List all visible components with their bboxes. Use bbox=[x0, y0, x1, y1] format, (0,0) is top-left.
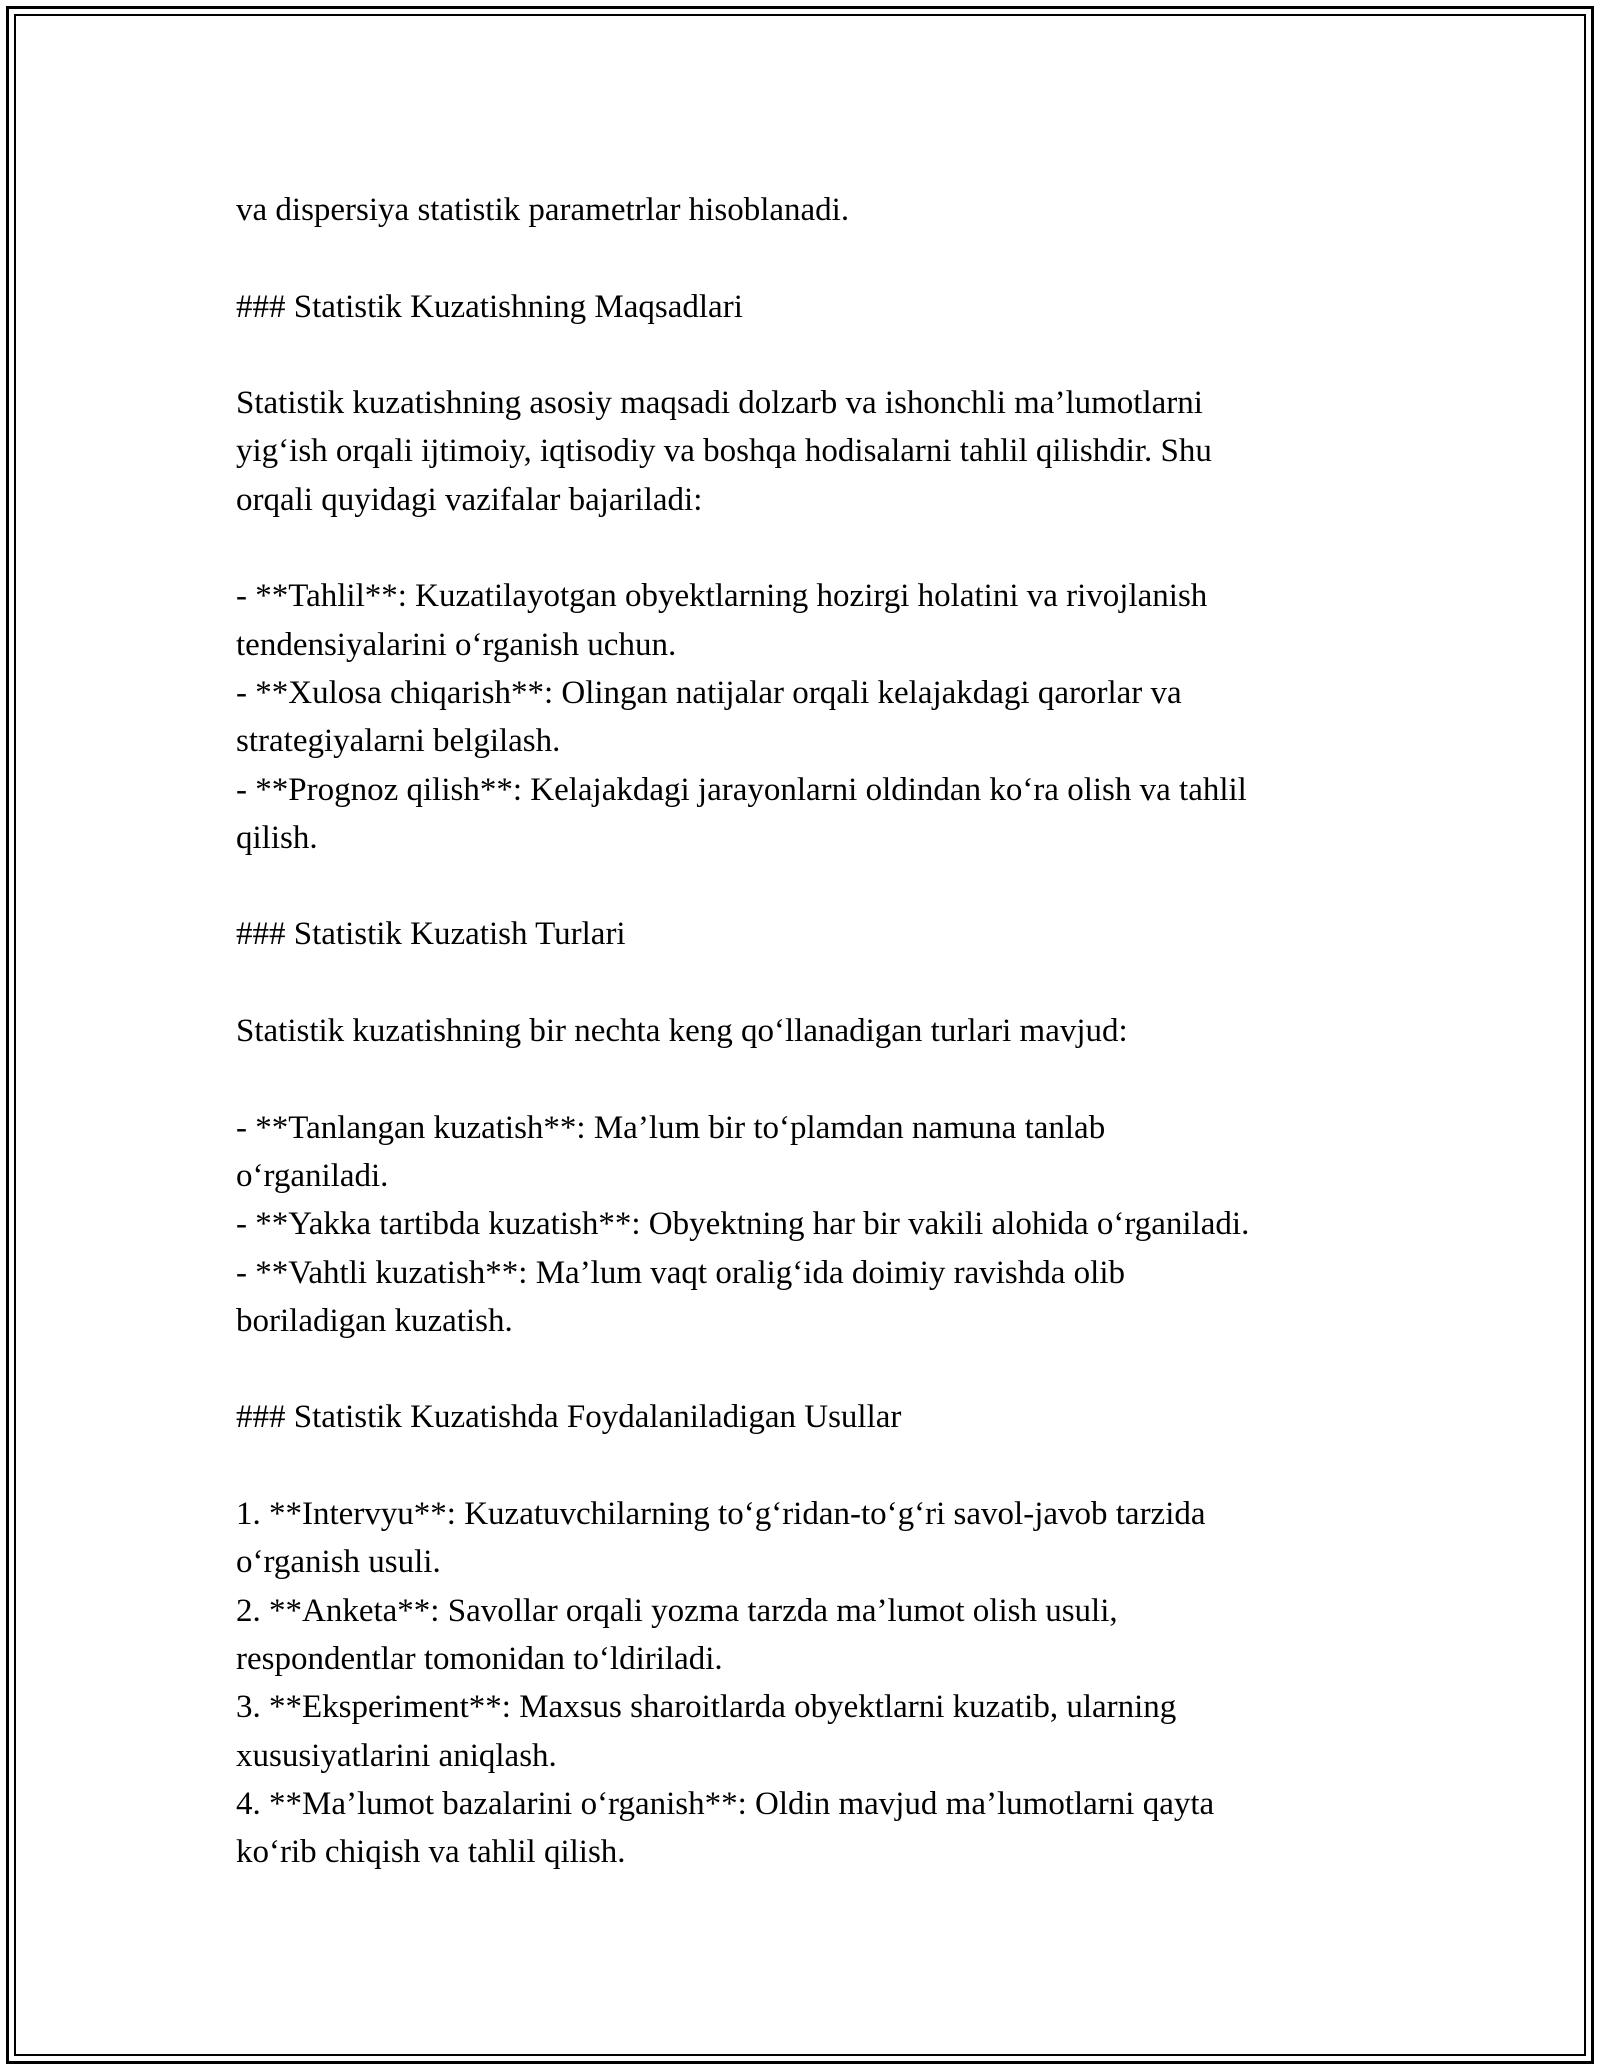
section-heading: ### Statistik Kuzatishning Maqsadlari bbox=[236, 288, 743, 325]
list-item-line: strategiyalarni belgilash. bbox=[236, 723, 561, 760]
list-item-line: qilish. bbox=[236, 819, 318, 856]
numbered-item-line: 2. **Anketa**: Savollar orqali yozma tarzda ma’lumot olish usuli, bbox=[236, 1592, 1118, 1629]
blank-line bbox=[236, 959, 1386, 1007]
text-line: Statistik kuzatishning asosiy maqsadi dolzarb va ishonchli ma’lumotlarni bbox=[236, 385, 1203, 422]
numbered-item-line: ko‘rib chiqish va tahlil qilish. bbox=[236, 1834, 626, 1871]
blank-line bbox=[236, 524, 1386, 572]
document-body bbox=[236, 186, 1386, 1876]
list-item-line: - **Vahtli kuzatish**: Ma’lum vaqt oralig‘ida doimiy ravishda olib bbox=[236, 1254, 1126, 1291]
numbered-item-line: 4. **Ma’lumot bazalarini o‘rganish**: Oldin mavjud ma’lumotlarni qayta bbox=[236, 1785, 1215, 1822]
numbered-item-line: 1. **Intervyu**: Kuzatuvchilarning to‘g‘ridan-to‘g‘ri savol-javob tarzida bbox=[236, 1496, 1206, 1533]
blank-line bbox=[236, 862, 1386, 910]
section-heading: ### Statistik Kuzatish Turlari bbox=[236, 916, 626, 953]
text-line: orqali quyidagi vazifalar bajariladi: bbox=[236, 481, 703, 518]
list-item-line: - **Prognoz qilish**: Kelajakdagi jarayonlarni oldindan ko‘ra olish va tahlil bbox=[236, 771, 1247, 808]
blank-line bbox=[236, 1442, 1386, 1490]
text-line: yig‘ish orqali ijtimoiy, iqtisodiy va boshqa hodisalarni tahlil qilishdir. Shu bbox=[236, 433, 1212, 470]
blank-line bbox=[236, 331, 1386, 379]
list-item-line: - **Tahlil**: Kuzatilayotgan obyektlarning hozirgi holatini va rivojlanish bbox=[236, 578, 1208, 615]
section-heading: ### Statistik Kuzatishda Foydalaniladigan Usullar bbox=[236, 1399, 902, 1436]
blank-line bbox=[236, 1055, 1386, 1103]
numbered-item-line: 3. **Eksperiment**: Maxsus sharoitlarda obyektlarni kuzatib, ularning bbox=[236, 1689, 1177, 1726]
list-item-line: - **Xulosa chiqarish**: Olingan natijalar orqali kelajakdagi qarorlar va bbox=[236, 674, 1182, 711]
list-item-line: o‘rganiladi. bbox=[236, 1157, 389, 1194]
numbered-item-line: respondentlar tomonidan to‘ldiriladi. bbox=[236, 1640, 723, 1677]
list-item-line: - **Tanlangan kuzatish**: Ma’lum bir to‘plamdan namuna tanlab bbox=[236, 1109, 1106, 1146]
numbered-item-line: o‘rganish usuli. bbox=[236, 1544, 441, 1581]
text-line: Statistik kuzatishning bir nechta keng qo‘llanadigan turlari mavjud: bbox=[236, 1013, 1128, 1050]
list-item-line: tendensiyalarini o‘rganish uchun. bbox=[236, 626, 677, 663]
blank-line bbox=[236, 234, 1386, 282]
list-item-line: - **Yakka tartibda kuzatish**: Obyektning har bir vakili alohida o‘rganiladi. bbox=[236, 1206, 1250, 1243]
list-item-line: boriladigan kuzatish. bbox=[236, 1302, 513, 1339]
blank-line bbox=[236, 1345, 1386, 1393]
numbered-item-line: xususiyatlarini aniqlash. bbox=[236, 1737, 557, 1774]
text-line: va dispersiya statistik parametrlar hisoblanadi. bbox=[236, 192, 850, 228]
